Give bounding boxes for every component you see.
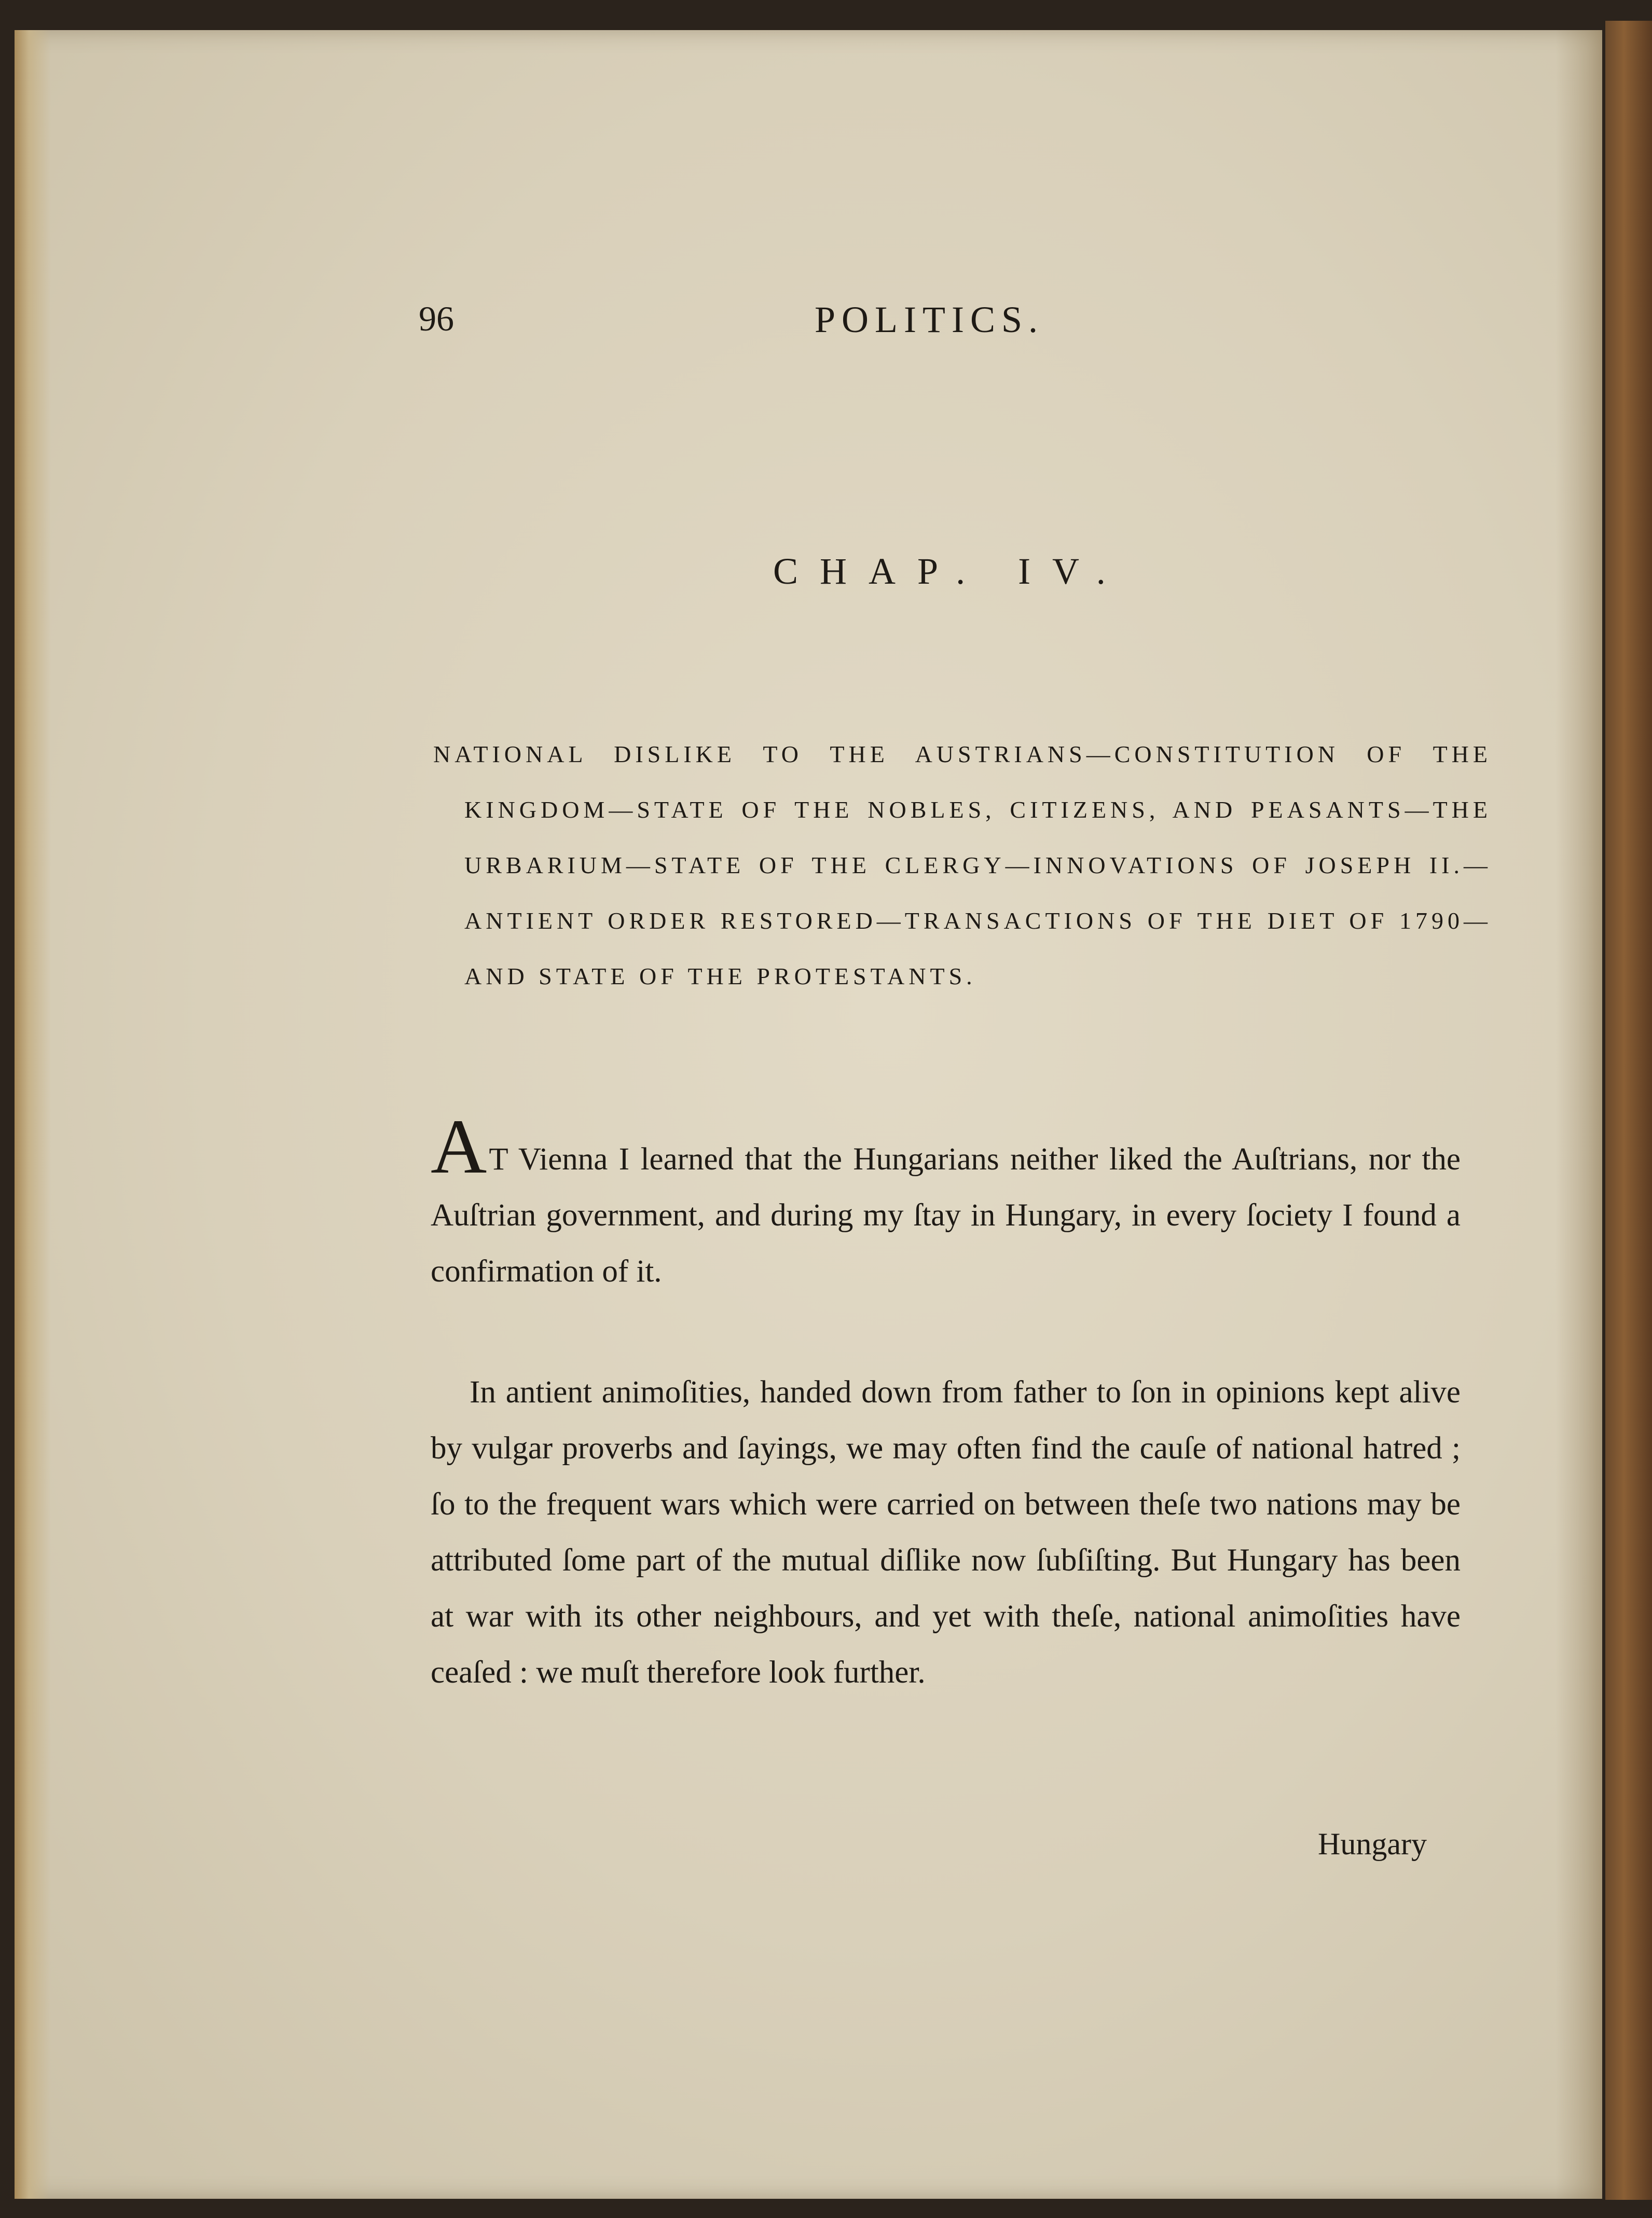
paragraph-1 xyxy=(431,1104,1461,1300)
page-number: 96 xyxy=(419,299,454,338)
page-right-shadow xyxy=(1555,30,1602,2199)
book-page xyxy=(15,30,1602,2199)
chapter-summary: NATIONAL DISLIKE TO THE AUSTRIANS—CONSTITUTION OF THE KINGDOM—STATE OF THE NOBLES, CITIZENS, AND PEASANTS—THE URBARIUM—STATE OF THE CLERGY—INNOVATIONS OF JOSEPH II.—ANTIENT ORDER RESTORED—TRANSACTIONS OF THE DIET OF 1790—AND STATE OF THE PROTESTANTS. xyxy=(433,741,1492,989)
page-gutter-edge xyxy=(15,30,51,2199)
running-head: POLITICS. xyxy=(815,299,1044,340)
book-cover-edge xyxy=(1605,21,1652,2200)
catchword: Hungary xyxy=(1318,1827,1427,1861)
paragraph-1-text: Vienna I learned that the Hungarians neither liked the Auſtrians, nor the Auſtrian government, and during my ſtay in Hungary, in every ſociety I found a confirmation of it. xyxy=(431,1142,1461,1289)
drop-cap: A xyxy=(431,1104,487,1190)
small-caps-rest: T xyxy=(489,1142,508,1177)
paragraph-2: In antient animoſities, handed down from father to ſon in opinions kept alive by vulgar proverbs and ſayings, we may often find the cauſe of national hatred ; ſo to the frequent wars which were carried on between theſe two nations may be attributed ſome part of the mutual diſlike now ſubſiſting. But Hungary has been at war with its other neighbours, and yet with theſe, national animoſities have ceaſed : we muſt therefore look further. xyxy=(431,1375,1461,1690)
chapter-title: CHAP. IV. xyxy=(773,550,1127,592)
